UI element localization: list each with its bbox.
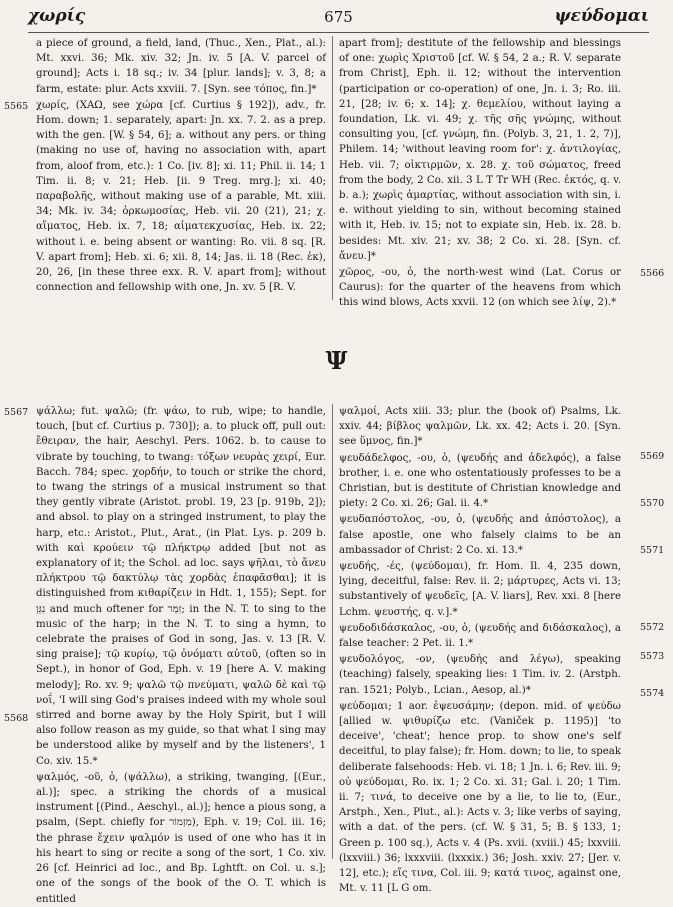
bottom-left-column	[36, 404, 326, 905]
column-divider	[332, 404, 333, 859]
entry-text: ψαλμός, -οῦ, ὁ, (ψάλλω), a striking, twanging, [(Eur., al.)]; spec. a striking the chords of a musical instrument [(Pind., Aeschyl., al.)]; hence a pious song, a psalm, (Sept. chiefly for מִזְמוֹר), Eph. v. 19; Col. iii. 16; the phrase ἔχειν ψαλμόν is used of one who has it in his heart to sing or recite a song of the sort, 1 Co. xiv. 26 [cf. Heinrici ad loc., and Bp. Lghtft. on Col. u. s.]; one of the songs of the book of the O. T. which is entitled	[36, 771, 326, 905]
entry-text: ψευδολόγος, -ον, (ψευδής and λέγω), speaking (teaching) falsely, speaking lies: 1 Tim. iv. 2. (Arstph. ran. 1521; Polyb., Lcian., Aesop, al.)*	[339, 654, 621, 696]
margin-number: 5567	[4, 407, 29, 418]
header-rule	[28, 32, 649, 33]
entry-text: apart from]; destitute of the fellowship and blessings of one: χωρὶς Χριστοῦ [cf. W. § 54, 2 a.; R. V. separate from Christ], Eph. ii. 12; without the intervention (participation or co-operation) of one, Jn. i. 3; Ro. iii. 21, [28; iv. 6; x. 14]; χ. θεμελίου, without laying a foundation, Lk. vi. 49; χ. τῆς σῆς γνώμης, without consulting you, [cf. γνώμη, fin. (Polyb. 3, 21, 1. 2, 7)], Philem. 14; 'without leaving room for': χ. ἀντιλογίας, Heb. vii. 7; οἰκτιρμῶν, x. 28. χ. τοῦ σώματος, freed from the body, 2 Co. xii. 3 L T Tr WH (Rec. ἐκτός, q. v. b. a.); χωρὶς ἁμαρτίας, without association with sin, i. e. without yielding to sin, without becoming stained with it, Heb. iv. 15; not to expiate sin, Heb. ix. 28. b. besides: Mt. xiv. 21; xv. 38; 2 Co. xi. 28. [Syn. cf. ἄνευ.]*	[339, 38, 621, 262]
entry-text: ψευδής, -ές, (ψεύδομαι), fr. Hom. Il. 4, 235 down, lying, deceitful, false: Rev. ii. 2; μάρτυρες, Acts vi. 13; substantively of ψευδεῖς, [A. V. liars], Rev. xxi. 8 [here Lchm. ψευστής, q. v.].*	[339, 561, 621, 618]
margin-number: 5569	[640, 451, 665, 462]
section-letter-heading: Ψ	[325, 346, 348, 375]
margin-number: 5573	[640, 651, 665, 662]
top-right-column	[339, 36, 621, 309]
entry-text: χῶρος, -ου, ὁ, the north-west wind (Lat. Corus or Caurus): for the quarter of the heavens from which this wind blows, Acts xxvii. 12 (on which see λίψ, 2).*	[339, 267, 621, 309]
entry-text: ψευδάδελφος, -ου, ὁ, (ψευδής and ἀδελφός), a false brother, i. e. one who ostentatiously professes to be a Christian, but is destitute of Christian knowledge and piety: 2 Co. xi. 26; Gal. ii. 4.*	[339, 452, 621, 510]
entry-text: ψευδοδιδάσκαλος, -ου, ὁ, (ψευδής and διδάσκαλος), a false teacher: 2 Pet. ii. 1.*	[339, 622, 621, 650]
margin-number: 5572	[640, 622, 665, 633]
header-guide-word-left: χωρίς	[28, 6, 86, 26]
margin-number: 5574	[640, 688, 665, 699]
margin-number: 5571	[640, 545, 665, 556]
margin-number: 5568	[4, 713, 29, 724]
margin-number: 5565	[4, 101, 29, 112]
header-guide-word-right: ψεύδομαι	[554, 6, 649, 26]
entry-text: a piece of ground, a field, land, (Thuc., Xen., Plat., al.): Mt. xxvi. 36; Mk. xiv. 32; Jn. iv. 5 [A. V. parcel of ground]; Acts i. 18 sq.; iv. 34 [plur. lands]; v. 3, 8; a farm, estate: plur. Acts xxviii. 7. [Syn. see τόπος, fin.]*	[36, 38, 326, 95]
margin-number: 5570	[640, 498, 665, 509]
entry-text: ψεύδομαι; 1 aor. ἐψευσάμην; (depon. mid. of ψεύδω [allied w. ψιθυρίζω etc. (Vaniček p. 1195)] 'to deceive', 'cheat'; hence prop. to show one's self deceitful, to play false); fr. Hom. down; to lie, to speak deliberate falsehoods: Heb. vi. 18; 1 Jn. i. 6; Rev. iii. 9; οὐ ψεύδομαι, Ro. ix. 1; 2 Co. xi. 31; Gal. i. 20; 1 Tim. ii. 7; τινά, to deceive one by a lie, to lie to, (Eur., Arstph., Xen., Plut., al.): Acts v. 3; like verbs of saying, with a dat. of the pers. (cf. W. § 31, 5; B. § 133, 1; Green p. 100 sq.), Acts v. 4 (Ps. xvii. (xviii.) 45; lxxviii. (lxxviii.) 36; lxxxviii. (lxxxix.) 36; Josh. xxiv. 27; [Jer. v. 12], etc.); εἴς τινα, Col. iii. 9; κατά τινος, against one, Mt. v. 11 [L G om.	[339, 700, 621, 895]
entry-text: ψευδαπόστολος, -ου, ὁ, (ψευδής and ἀπόστολος), a false apostle, one who falsely claims to be an ambassador of Christ: 2 Co. xi. 13.*	[339, 514, 621, 556]
top-left-column	[36, 36, 326, 300]
page-number: 675	[324, 8, 353, 26]
margin-number: 5566	[640, 268, 665, 279]
entry-text: ψάλλω; fut. ψαλῶ; (fr. ψάω, to rub, wipe; to handle, touch, [but cf. Curtius p. 730]); a. to pluck off, pull out: ἔθειραν, the hair, Aeschyl. Pers. 1062. b. to cause to vibrate by touching, to twang: τόξων νευρὰς χειρί, Eur. Bacch. 784; spec. χορδήν, to touch or strike the chord, to twang the strings of a musical instrument so that they gently vibrate (Aristot. probl. 19, 23 [p. 919b, 2]); and absol. to play on a stringed instrument, to play the harp, etc.: Aristot., Plut., Arat., (in Plat. Lys. p. 209 b. with καὶ κρούειν τῷ πλήκτρῳ added [but not as explanatory of it; the Schol. ad loc. says ψῆλαι, τὸ ἄνευ πλήκτρου τῷ δακτύλῳ τὰς χορδὰς ἐπαφᾶσθαι]; it is distinguished from κιθαρίζειν in Hdt. 1, 155); Sept. for נִגֵּן and much oftener for זִמֵּר; in the N. T. to sing to the music of the harp; in the N. T. to sing a hymn, to celebrate the praises of God in song, Jas. v. 13 [R. V. sing praise]; τῷ κυρίῳ, τῷ ὀνόματι αὐτοῦ, (often so in Sept.), in honor of God, Eph. v. 19 [here A. V. making melody]; Ro. xv. 9; ψαλῶ τῷ πνεύματι, ψαλῶ δὲ καὶ τῷ νοΐ, 'I will sing God's praises indeed with my whole soul stirred and borne away by the Holy Spirit, but I will also follow reason as my guide, so that what I sing may be understood alike by myself and by the listeners', 1 Co. xiv. 15.*	[36, 406, 326, 767]
entry-text: χωρίς, (ΧΑΩ, see χώρα [cf. Curtius § 192]), adv., fr. Hom. down; 1. separately, apart: Jn. xx. 7. 2. as a prep. with the gen. [W. § 54, 6]; a. without any pers. or thing (making no use of, having no association with, apart from, aloof from, etc.): 1 Co. [iv. 8]; xi. 11; Phil. ii. 14; 1 Tim. ii. 8; v. 21; Heb. [ii. 9 Treg. mrg.]; xi. 40; παραβολῆς, without making use of a parable, Mt. xiii. 34; Mk. iv. 34; ὁρκωμοσίας, Heb. vii. 20 (21), 21; χ. αἵματος, Heb. ix. 7, 18; αἱματεκχυσίας, Heb. ix. 22; without i. e. being absent or wanting: Ro. vii. 8 sq. [R. V. apart from]; Heb. xi. 6; xii. 8, 14; Jas. ii. 18 (Rec. ἐκ), 20, 26, [in these three exx. R. V. apart from]; without connection and fellowship with one, Jn. xv. 5 [R. V.	[36, 99, 326, 294]
bottom-right-column	[339, 404, 621, 895]
column-divider	[332, 36, 333, 300]
entry-text: ψαλμοί, Acts xiii. 33; plur. the (book of) Psalms, Lk. xxiv. 44; βίβλος ψαλμῶν, Lk. xx. 42; Acts i. 20. [Syn. see ὕμνος, fin.]*	[339, 406, 621, 448]
page-header	[28, 6, 649, 30]
